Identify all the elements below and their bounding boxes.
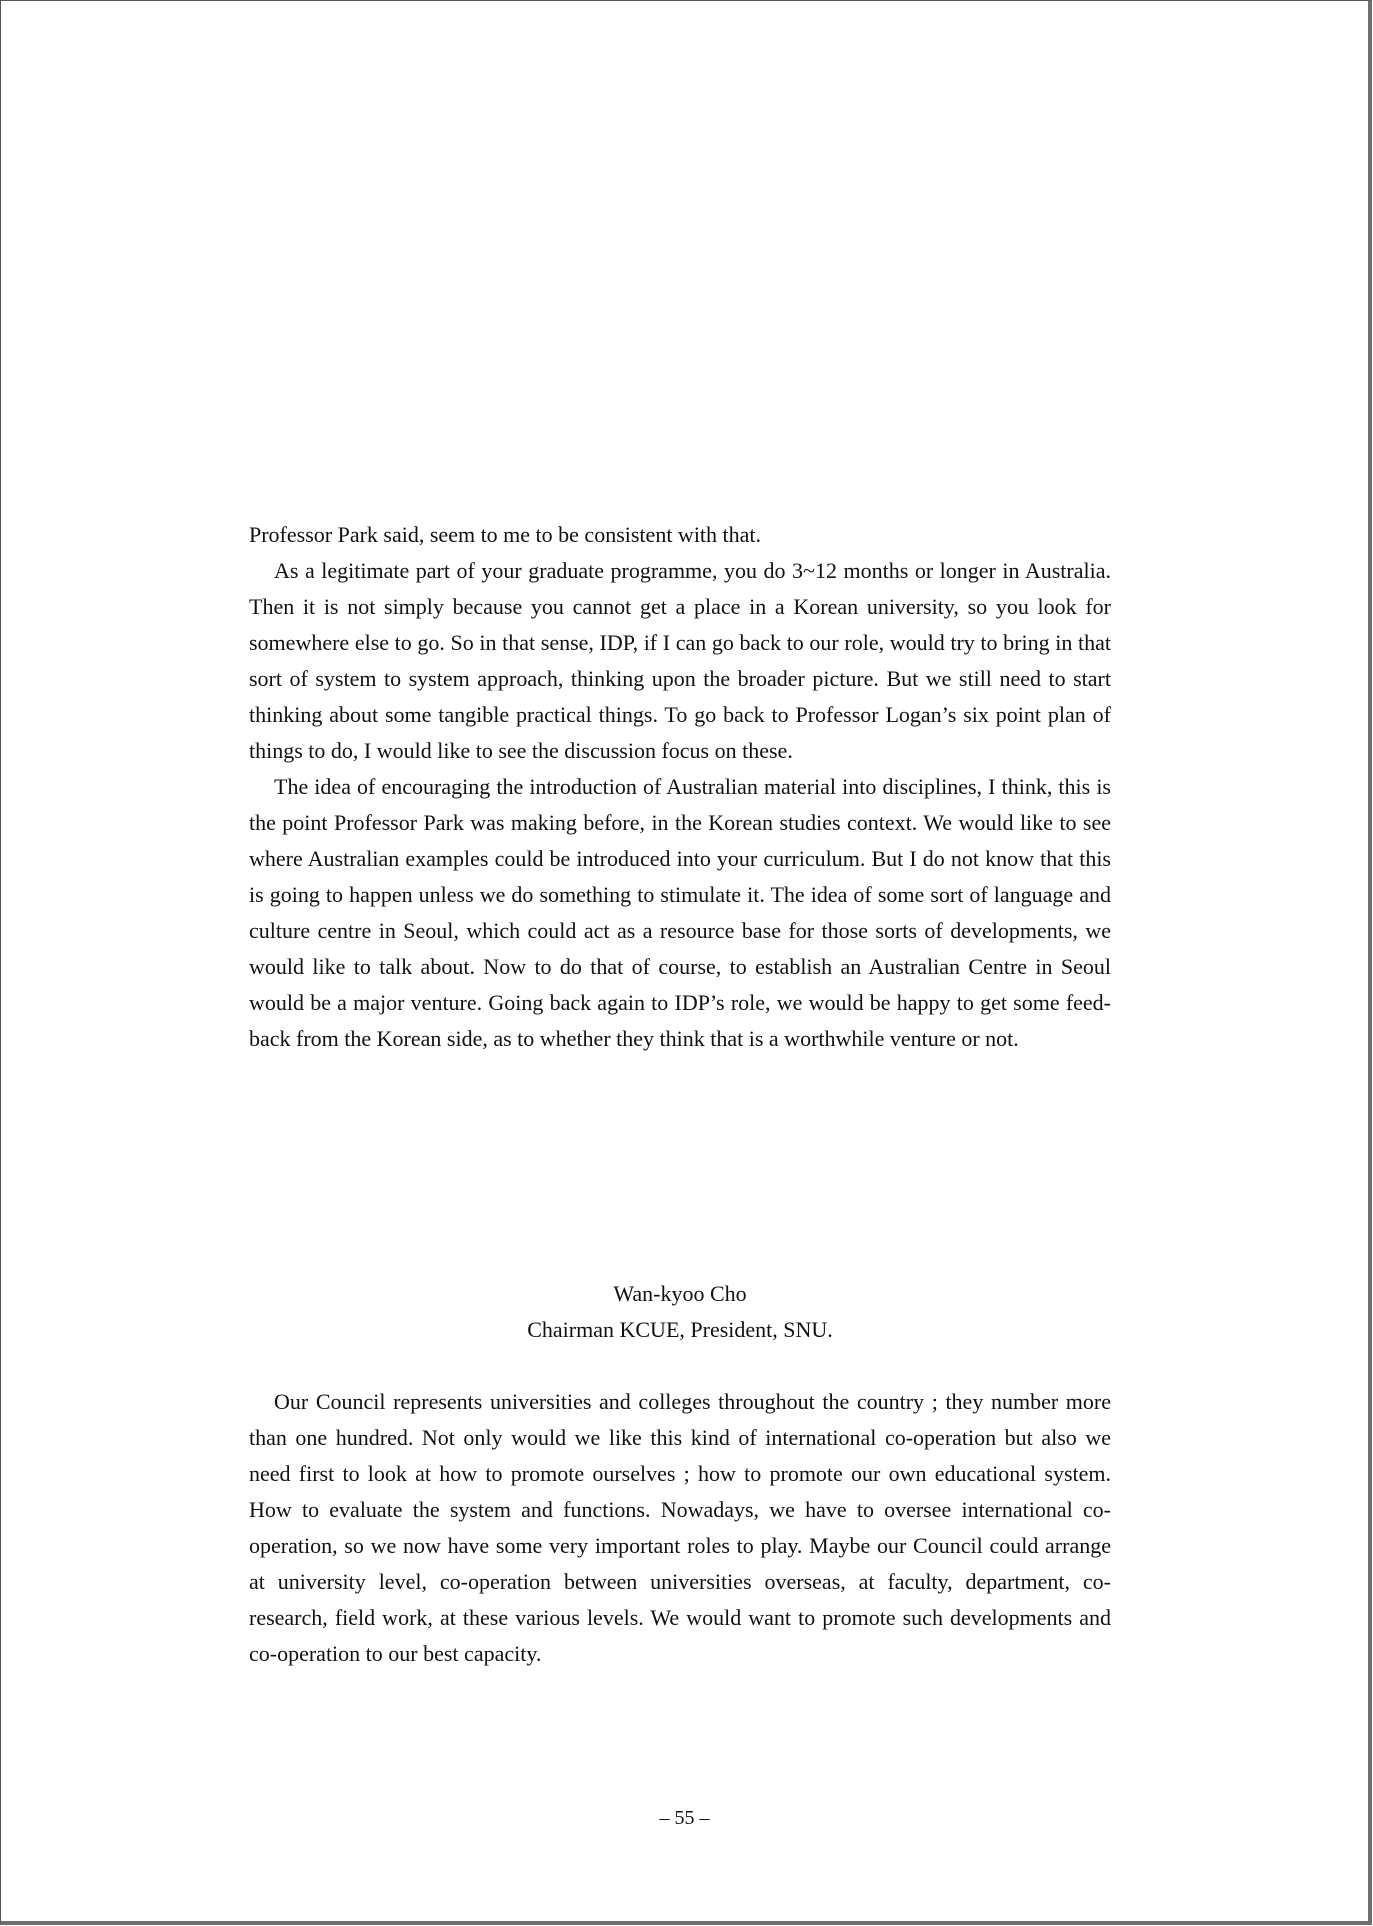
page-number: – 55 –	[659, 1807, 710, 1829]
paragraph-continuation: Professor Park said, seem to me to be consistent with that.	[249, 522, 762, 547]
body-text-bottom	[249, 1384, 1111, 1672]
body-text-top	[249, 517, 1111, 1057]
paragraph-australian-material: The idea of encouraging the introduction of Australian material into disciplines, I think, this is the point Professor Park was making before, in the Korean studies context. We would like to see where Australian examples could be introduced into your curriculum. But I do not know that this is going to happen unless we do something to stimulate it. The idea of some sort of language and culture centre in Seoul, which could act as a resource base for those sorts of developments, we would like to talk about. Now to do that of course, to establish an Australian Centre in Seoul would be a major venture. Going back again to IDP’s role, we would be happy to get some feed-back from the Korean side, as to whether they think that is a worthwhile venture or not.	[249, 774, 1111, 1051]
paragraph-council: Our Council represents universities and colleges throughout the country ; they number more than one hundred. Not only would we like this kind of international co-operation but also we need first to look at how to promote ourselves ; how to promote our own educational system. How to evaluate the system and functions. Nowadays, we have to oversee international co-operation, so we now have some very important roles to play. Maybe our Council could arrange at university level, co-operation between universities overseas, at faculty, department, co-research, field work, at these various levels. We would want to promote such developments and co-operation to our best capacity.	[249, 1389, 1111, 1666]
speaker-name: Wan-kyoo Cho	[613, 1281, 747, 1306]
speaker-title: Chairman KCUE, President, SNU.	[527, 1317, 833, 1342]
paragraph-graduate-programme: As a legitimate part of your graduate programme, you do 3~12 months or longer in Australia. Then it is not simply because you cannot get a place in a Korean university, so you look for somewhere else to go. So in that sense, IDP, if I can go back to our role, would try to bring in that sort of system to system approach, thinking upon the broader picture. But we still need to start thinking about some tangible practical things. To go back to Professor Logan’s six point plan of things to do, I would like to see the discussion focus on these.	[249, 558, 1111, 763]
speaker-heading	[249, 1276, 1111, 1348]
